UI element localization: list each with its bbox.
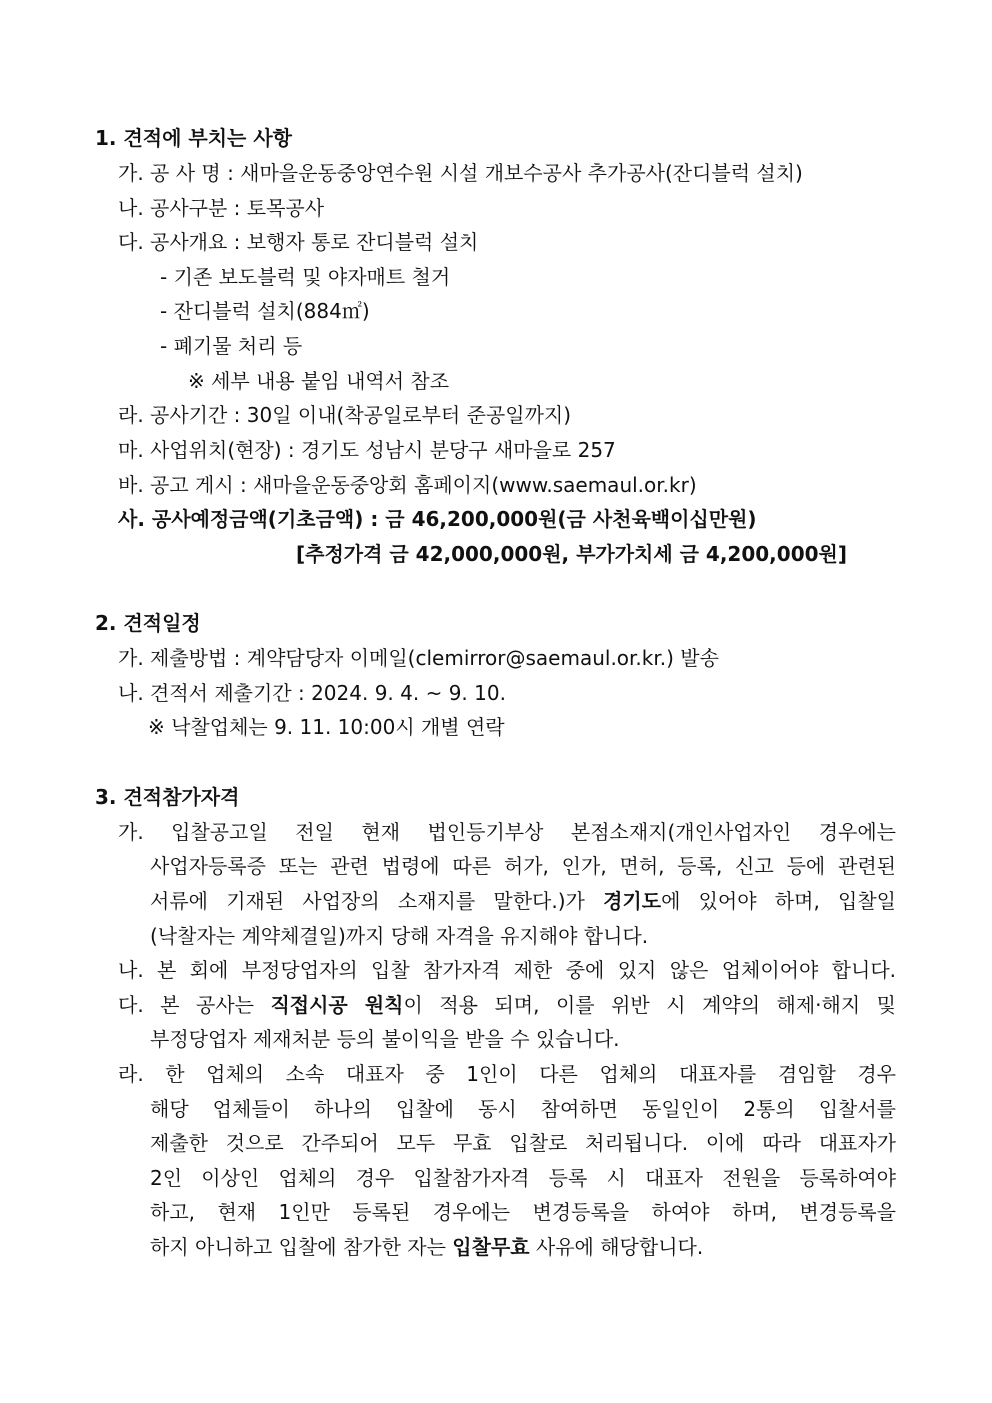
text-run: 다. 본 공사는 [118,993,271,1017]
text-run: 에 있어야 하며, 입찰일 [661,889,896,913]
section2-note: ※ 낙찰업체는 9. 11. 10:00시 개별 연락 [148,715,505,739]
section1-item-ra: 라. 공사기간 : 30일 이내(착공일로부터 준공일까지) [118,403,572,427]
section1-item-ba: 바. 공고 게시 : 새마을운동중앙회 홈페이지(www.saemaul.or.kr) [118,473,697,497]
section1-item-da: 다. 공사개요 : 보행자 통로 잔디블럭 설치 [118,230,479,254]
emphasis-direct-construction: 직접시공 원칙 [270,993,404,1017]
text-run: 서류에 기재된 사업장의 소재지를 말한다.)가 [150,889,604,913]
section3-item-ra-line: 해당 업체들이 하나의 입찰에 동시 참여하면 동일인이 2통의 입찰서를 [150,1097,896,1121]
section3-item-ga-line: (낙찰자는 계약체결일)까지 당해 자격을 유지해야 합니다. [150,924,649,948]
section3-item-da-line: 부정당업자 제재처분 등의 불이익을 받을 수 있습니다. [150,1027,620,1051]
text-run: 사유에 해당합니다. [529,1235,704,1259]
section3-item-ga-line: 사업자등록증 또는 관련 법령에 따른 허가, 인가, 면허, 등록, 신고 등에 관련된 [150,854,896,878]
emphasis-bid-invalid: 입찰무효 [452,1235,530,1259]
section1-da-subitem: - 잔디블럭 설치(884㎡) [160,299,370,323]
emphasis-region: 경기도 [603,889,662,913]
section1-sa-detail: [추정가격 금 42,000,000원, 부가가치세 금 4,200,000원] [296,542,847,566]
section3-item-da-line [118,992,896,1018]
section3-item-ga-line [150,888,896,914]
text-run: 이 적용 되며, 이를 위반 시 계약의 해제·해지 및 [403,993,896,1017]
section3-item-ga-line: 가. 입찰공고일 전일 현재 법인등기부상 본점소재지(개인사업자인 경우에는 [118,820,896,844]
section2-heading: 2. 견적일정 [95,611,201,635]
text-run: 하지 아니하고 입찰에 참가한 자는 [150,1235,453,1259]
section3-item-na: 나. 본 회에 부정당업자의 입찰 참가자격 제한 중에 있지 않은 업체이어야 합니다. [118,958,896,982]
section3-item-ra-line: 제출한 것으로 간주되어 모두 무효 입찰로 처리됩니다. 이에 따라 대표자가 [150,1131,896,1155]
section1-heading: 1. 견적에 부치는 사항 [95,126,292,150]
section1-item-ga: 가. 공 사 명 : 새마을운동중앙연수원 시설 개보수공사 추가공사(잔디블럭 설치) [118,161,803,185]
section3-item-ra-line [150,1234,703,1260]
section2-item-na: 나. 견적서 제출기간 : 2024. 9. 4. ~ 9. 10. [118,681,506,705]
section1-item-ma: 마. 사업위치(현장) : 경기도 성남시 분당구 새마을로 257 [118,438,616,462]
section3-item-ra-line: 하고, 현재 1인만 등록된 경우에는 변경등록을 하여야 하며, 변경등록을 [150,1200,896,1224]
section1-item-na: 나. 공사구분 : 토목공사 [118,196,325,220]
section1-item-sa: 사. 공사예정금액(기초금액) : 금 46,200,000원(금 사천육백이십만원) [118,507,757,531]
section1-da-subitem: - 폐기물 처리 등 [160,334,303,358]
section1-da-subitem: - 기존 보도블럭 및 야자매트 철거 [160,265,451,289]
section3-heading: 3. 견적참가자격 [95,785,240,809]
section3-item-ra-line: 라. 한 업체의 소속 대표자 중 1인이 다른 업체의 대표자를 겸임할 경우 [118,1062,896,1086]
section2-item-ga: 가. 제출방법 : 계약담당자 이메일(clemirror@saemaul.or.kr.) 발송 [118,646,719,670]
section3-item-ra-line: 2인 이상인 업체의 경우 입찰참가자격 등록 시 대표자 전원을 등록하여야 [150,1166,896,1190]
section1-da-note: ※ 세부 내용 붙임 내역서 참조 [188,369,450,393]
